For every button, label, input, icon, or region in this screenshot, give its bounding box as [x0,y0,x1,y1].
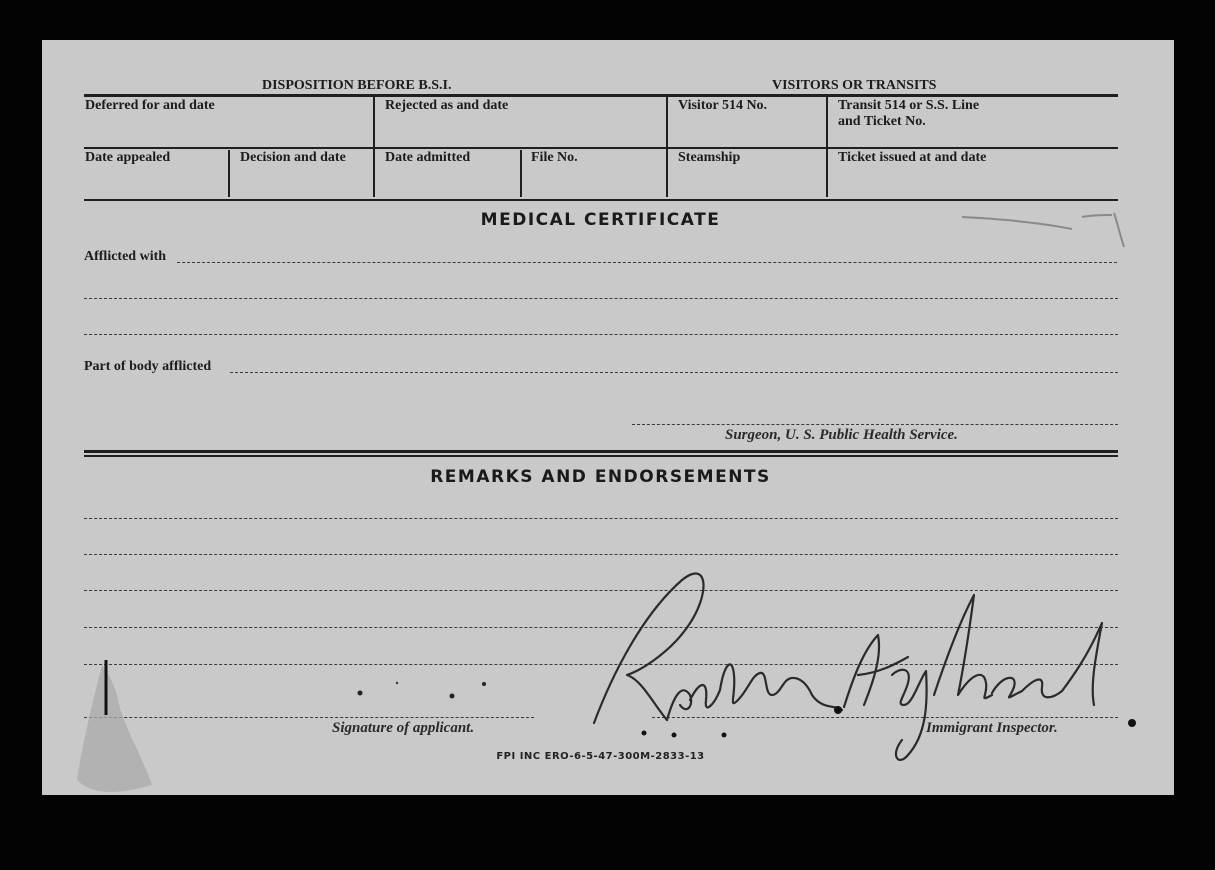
afflicted-with-label: Afflicted with [84,249,167,264]
visitors-title: VISITORS OR TRANSITS [772,78,937,93]
form-card [42,40,1174,795]
surgeon-label: Surgeon, U. S. Public Health Service. [725,427,958,443]
signature-of-applicant-label: Signature of applicant. [332,720,475,736]
afflicted-with-line-2[interactable] [84,298,1118,299]
col-divider [520,150,522,197]
remarks-line[interactable] [84,518,1118,519]
immigrant-inspector-label: Immigrant Inspector. [926,720,1058,736]
date-appealed-label: Date appealed [85,150,171,165]
paper-wear-mark [62,655,172,795]
double-rule-bottom [84,455,1118,457]
visitor-no-label: Visitor 514 No. [678,98,768,113]
col-divider [826,97,828,197]
medical-certificate-title: MEDICAL CERTIFICATE [480,210,721,230]
decision-label: Decision and date [240,150,346,165]
rejected-label: Rejected as and date [385,98,509,113]
date-admitted-label: Date admitted [385,150,471,165]
inspector-signature [582,555,1122,775]
part-of-body-label: Part of body afflicted [84,359,212,374]
deferred-label: Deferred for and date [85,98,215,113]
row-divider [84,147,1118,149]
part-of-body-line[interactable] [230,372,1118,373]
pencil-mark [942,205,1142,265]
transit-label-line1: Transit 514 or S.S. Line [838,98,980,113]
afflicted-with-line-3[interactable] [84,334,1118,335]
col-divider [228,150,230,197]
section-rule [84,199,1118,201]
surgeon-signature-line[interactable] [632,424,1118,425]
remarks-title: REMARKS AND ENDORSEMENTS [430,467,771,487]
transit-label-line2: and Ticket No. [838,114,926,129]
top-rule [84,94,1118,97]
col-divider [666,97,668,197]
double-rule-top [84,450,1118,453]
print-code: FPI INC ERO-6-5-47-300M-2833-13 [496,751,705,762]
col-divider [373,97,375,197]
disposition-title: DISPOSITION BEFORE B.S.I. [262,78,452,93]
ticket-issued-label: Ticket issued at and date [838,150,987,165]
file-no-label: File No. [531,150,578,165]
ink-specks [342,670,502,710]
steamship-label: Steamship [678,150,741,165]
